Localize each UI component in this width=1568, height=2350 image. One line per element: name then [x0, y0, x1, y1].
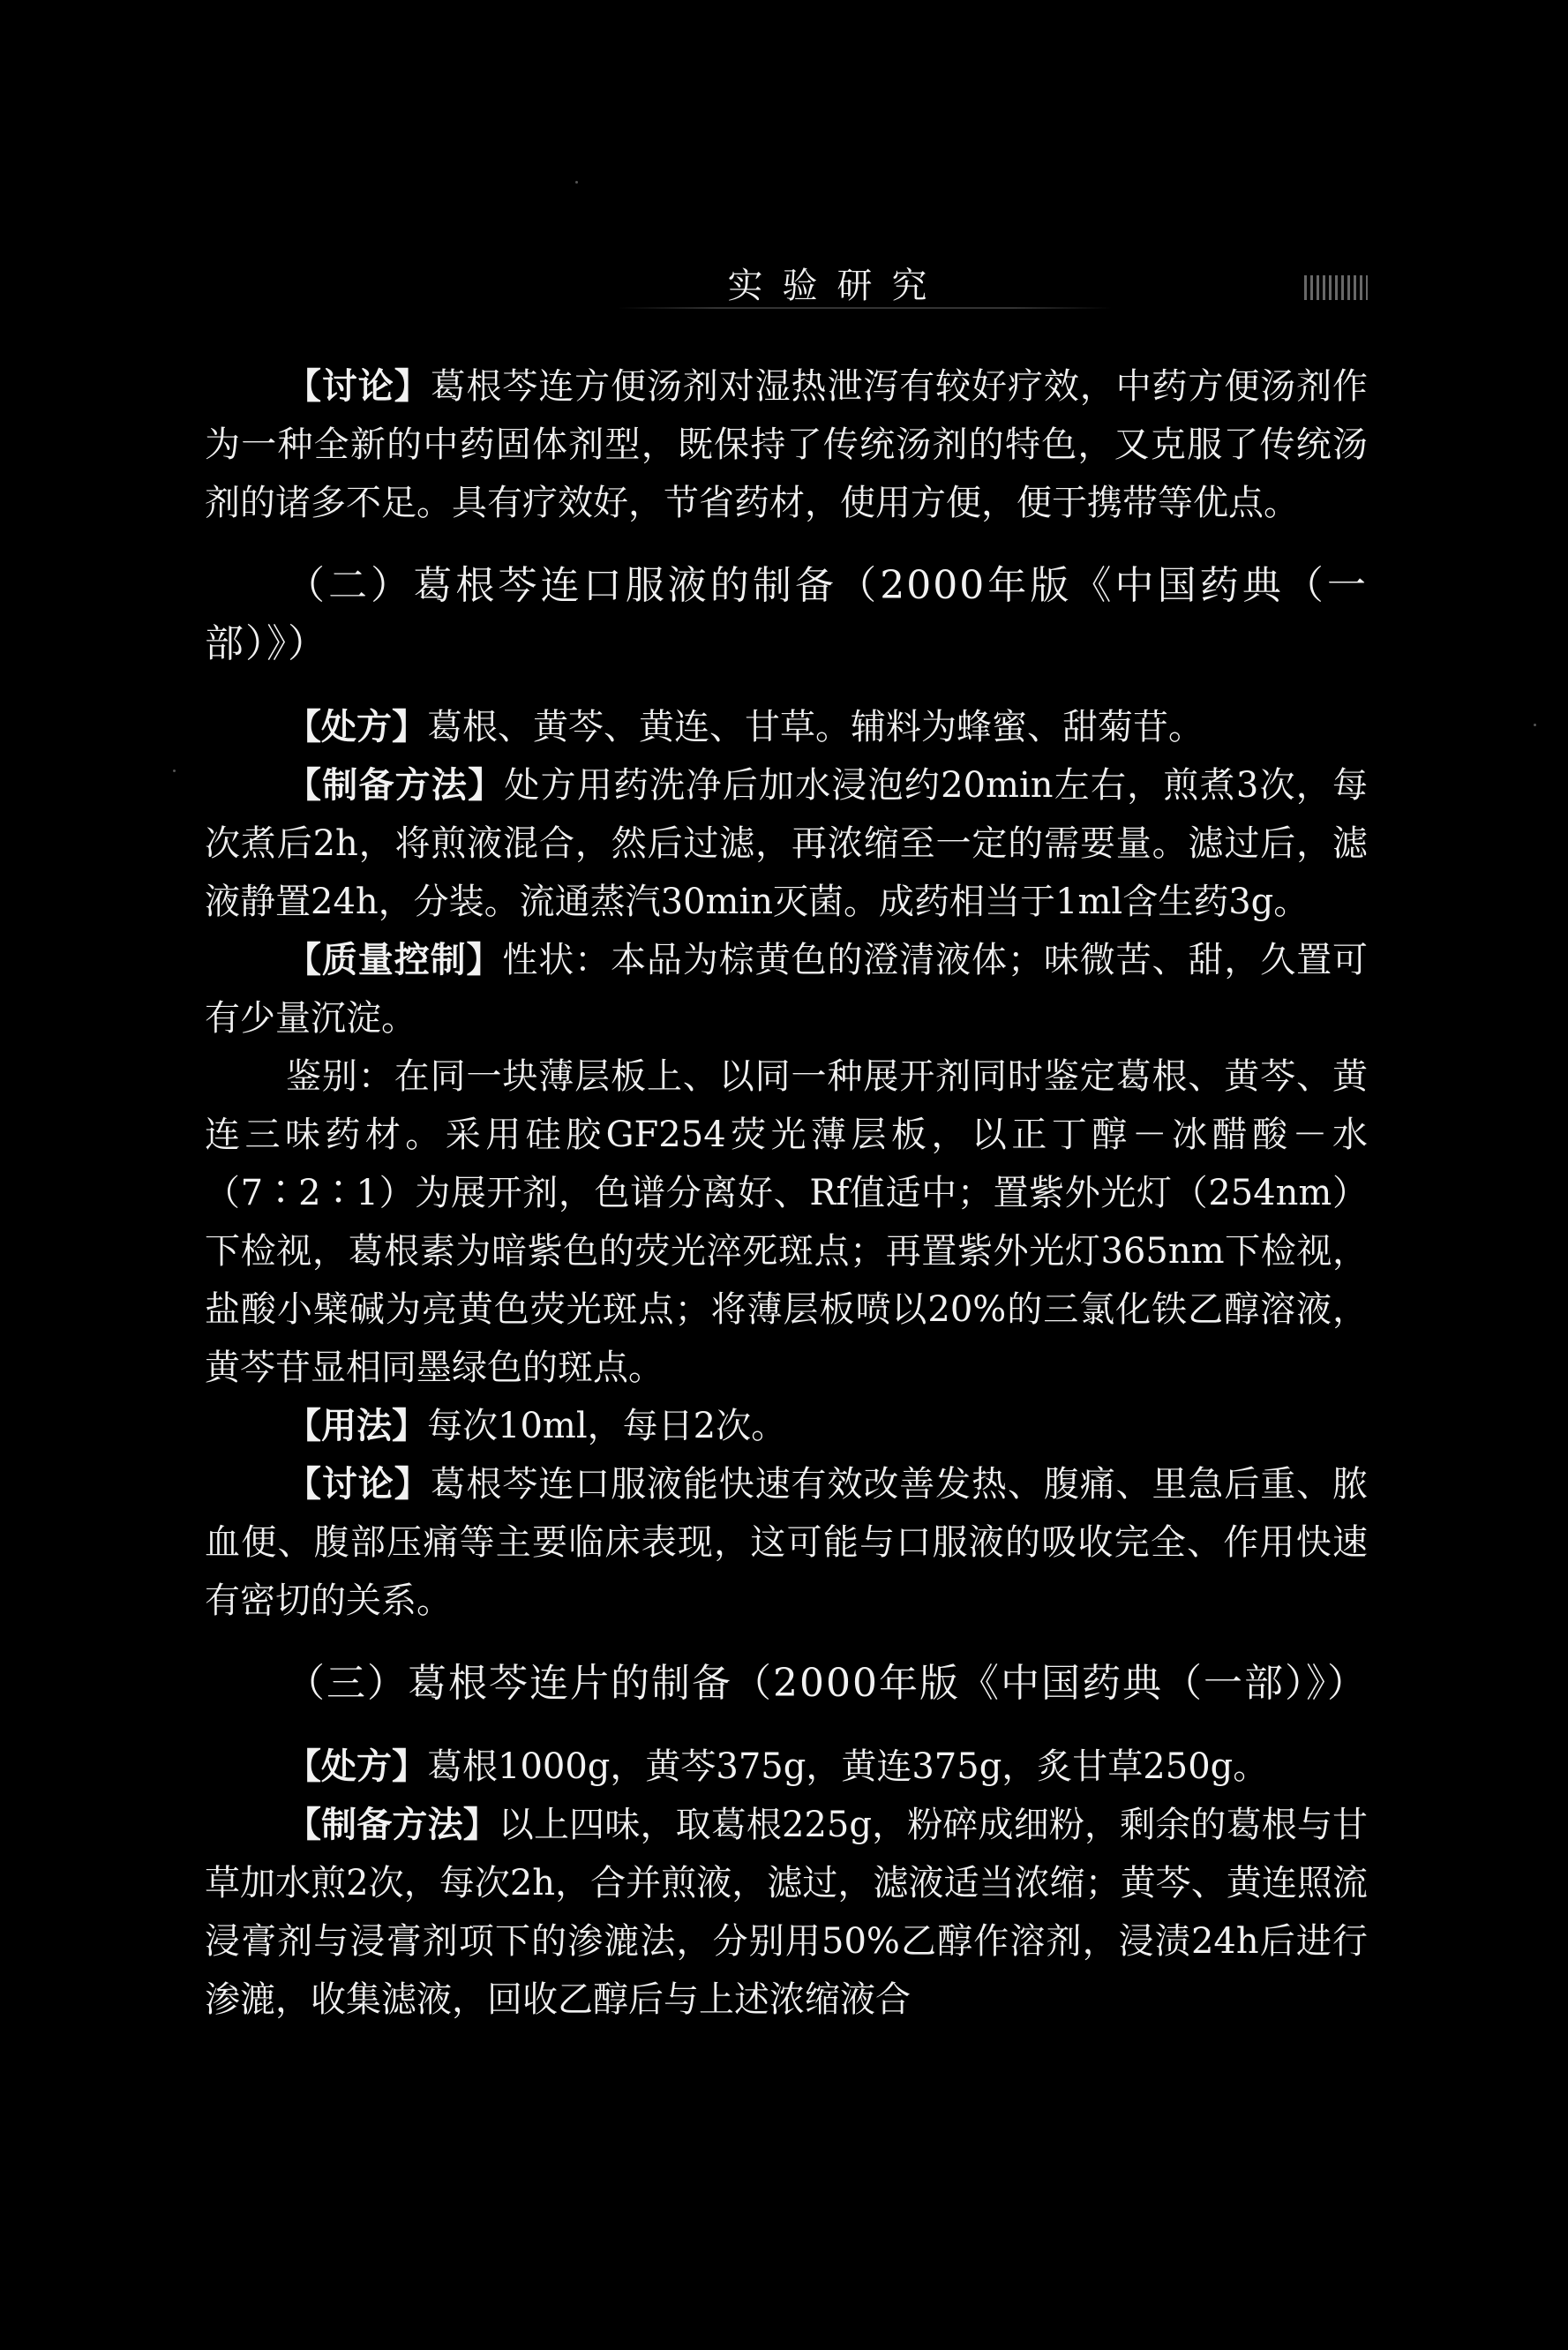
paragraph-discussion-1	[205, 357, 1368, 532]
header-rule	[618, 307, 1112, 309]
paragraph-text: 葛根、黄芩、黄连、甘草。辅料为蜂蜜、甜菊苷。	[427, 707, 1204, 747]
paragraph-text: 葛根芩连方便汤剂对湿热泄泻有较好疗效，中药方便汤剂作为一种全新的中药固体剂型，既保持了传统汤剂的特色，又克服了传统汤剂的诸多不足。具有疗效好，节省药材，使用方便，便于携带等优点。	[205, 366, 1369, 523]
paragraph-label: 【制备方法】	[286, 764, 505, 806]
paragraph-label: 【用法】	[286, 1405, 427, 1446]
paragraph-label: 【讨论】	[286, 1463, 431, 1505]
scan-speck	[575, 181, 578, 184]
paragraph-text: 鉴别：在同一块薄层板上、以同一种展开剂同时鉴定葛根、黄芩、黄连三味药材。采用硅胶GF254荧光薄层板，以正丁醇－冰醋酸－水（7∶2∶1）为展开剂，色谱分离好、Rf值适中；置紫外光灯（254nm）下检视，葛根素为暗紫色的荧光淬死斑点；再置紫外光灯365nm下检视，盐酸小檗碱为亮黄色荧光斑点；将薄层板喷以20%的三氯化铁乙醇溶液，黄芩苷显相同墨绿色的斑点。	[205, 1056, 1368, 1388]
paragraph-label: 【处方】	[286, 706, 427, 747]
paragraph-preparation-1	[205, 756, 1368, 931]
paragraph-label: 【制备方法】	[286, 1804, 499, 1845]
section-heading-2: （二）葛根芩连口服液的制备（2000年版《中国药典（一部）》）	[205, 563, 1368, 666]
paragraph-label: 【讨论】	[286, 365, 431, 407]
paragraph-text: 处方用药洗净后加水浸泡约20min左右，煎煮3次，每次煮后2h，将煎液混合，然后过滤，再浓缩至一定的需要量。滤过后，滤液静置24h，分装。流通蒸汽30min灭菌。成药相当于1ml含生药3g。	[205, 765, 1368, 922]
scan-speck	[173, 770, 176, 772]
paragraph-text: 每次10ml，每日2次。	[427, 1406, 787, 1446]
body-text	[205, 357, 1368, 2029]
scan-speck	[1534, 724, 1536, 726]
paragraph-discussion-2	[205, 1455, 1368, 1630]
paragraph-label: 【处方】	[286, 1746, 427, 1787]
paragraph-quality-control	[205, 931, 1368, 1047]
paragraph-text: 葛根芩连口服液能快速有效改善发热、腹痛、里急后重、脓血便、腹部压痛等主要临床表现，这可能与口服液的吸收完全、作用快速有密切的关系。	[205, 1464, 1369, 1621]
section-heading-3: （三）葛根芩连片的制备（2000年版《中国药典（一部）》）	[286, 1661, 1368, 1706]
paragraph-identification	[205, 1047, 1368, 1397]
paragraph-text: 葛根1000g，黄芩375g，黄连375g，炙甘草250g。	[427, 1746, 1269, 1787]
paragraph-text: 以上四味，取葛根225g，粉碎成细粉，剩余的葛根与甘草加水煎2次，每次2h，合并煎液，滤过，滤液适当浓缩；黄芩、黄连照流浸膏剂与浸膏剂项下的渗漉法，分别用50%乙醇作溶剂，浸渍24h后进行渗漉，收集滤液，回收乙醇后与上述浓缩液合	[205, 1805, 1369, 2020]
paragraph-label: 【质量控制】	[286, 939, 503, 980]
paragraph-text: 性状：本品为棕黄色的澄清液体；味微苦、甜，久置可有少量沉淀。	[205, 940, 1369, 1039]
paragraph-preparation-2	[205, 1796, 1368, 2029]
page-number-smudge	[1304, 275, 1368, 300]
running-head-title: 实验研究	[727, 266, 947, 306]
paragraph-prescription-1	[205, 698, 1368, 756]
paragraph-usage	[205, 1397, 1368, 1455]
paragraph-prescription-2	[205, 1738, 1368, 1796]
